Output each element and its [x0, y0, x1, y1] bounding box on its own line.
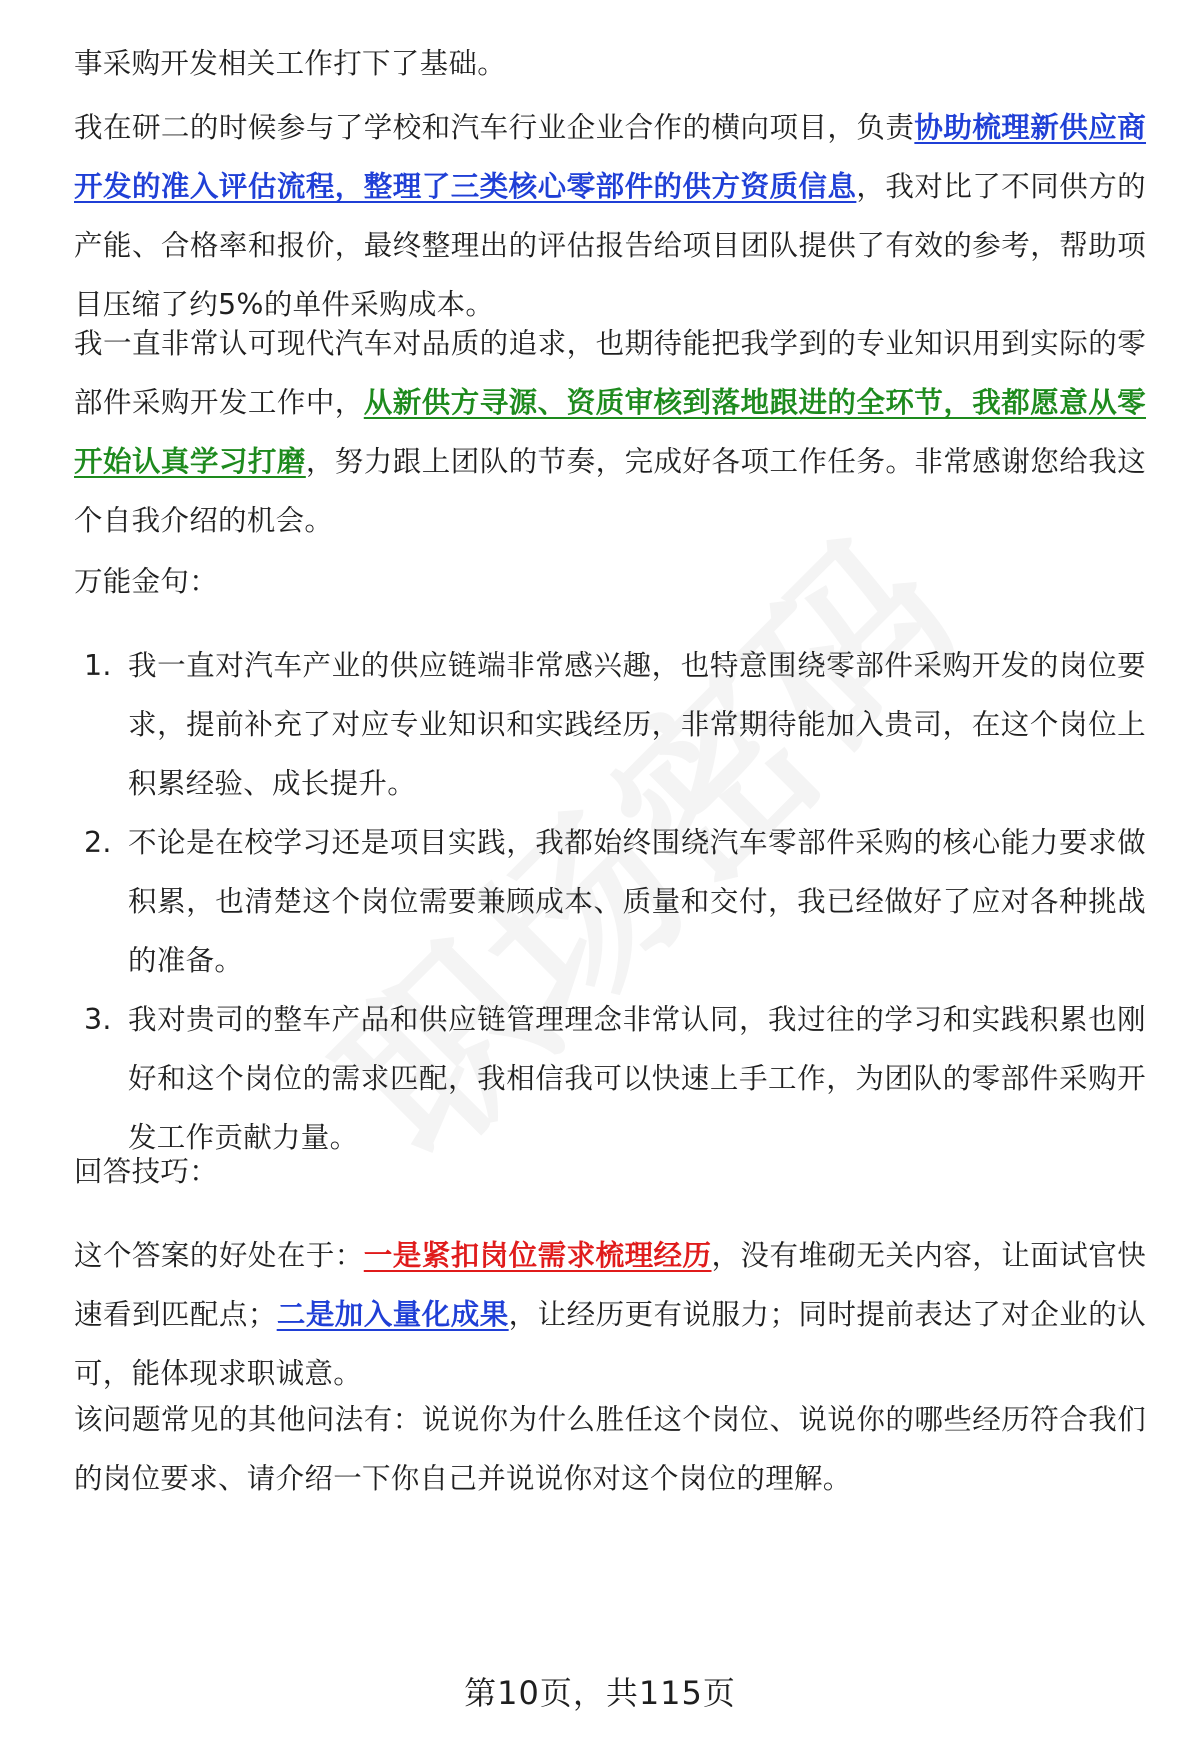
highlight-blue: 二是加入量化成果	[276, 1298, 509, 1331]
paragraph-motivation	[74, 314, 1146, 550]
highlight-green: 从新供方寻源、资质审核到落地跟进的全环节，我都愿意从零开始认真学习打磨	[74, 386, 1146, 478]
paragraph-project	[74, 98, 1146, 334]
paragraph-other-questions	[74, 1390, 1146, 1508]
list-number: 1.	[84, 649, 112, 682]
highlight-blue: 协助梳理新供应商开发的准入评估流程，整理了三类核心零部件的供方资质信息	[74, 111, 1147, 203]
page-footer: 第10页，共115页	[464, 1674, 736, 1712]
paragraph-text: ，努力跟上团队的节奏，完成好各项工作任务。非常感谢您给我这个自我介绍的机会。	[74, 445, 1147, 537]
list-item	[74, 990, 1146, 1167]
section-title-text: 万能金句：	[74, 565, 219, 598]
paragraph-tips	[74, 1226, 1146, 1403]
list-number: 3.	[84, 1003, 112, 1036]
section-title-tips	[74, 1142, 1146, 1201]
paragraph-text: ，没有堆砌无关内容，让面试官快速看到匹配点；	[74, 1239, 1146, 1331]
paragraph-text: 事采购开发相关工作打下了基础。	[74, 47, 507, 80]
section-title-golden	[74, 552, 1146, 611]
section-title-text: 回答技巧：	[74, 1155, 219, 1188]
list-item	[74, 813, 1146, 990]
paragraph-text: 该问题常见的其他问法有：说说你为什么胜任这个岗位、说说你的哪些经历符合我们的岗位要求、请介绍一下你自己并说说你对这个岗位的理解。	[74, 1403, 1146, 1495]
golden-sentence-list	[74, 636, 1146, 1167]
list-text: 我一直对汽车产业的供应链端非常感兴趣，也特意围绕零部件采购开发的岗位要求，提前补充了对应专业知识和实践经历，非常期待能加入贵司，在这个岗位上积累经验、成长提升。	[128, 649, 1146, 800]
paragraph-text: 我一直非常认可现代汽车对品质的追求，也期待能把我学到的专业知识用到实际的零部件采购开发工作中，	[74, 327, 1146, 419]
list-text: 不论是在校学习还是项目实践，我都始终围绕汽车零部件采购的核心能力要求做积累，也清楚这个岗位需要兼顾成本、质量和交付，我已经做好了应对各种挑战的准备。	[128, 826, 1146, 977]
paragraph-text: ，我对比了不同供方的产能、合格率和报价，最终整理出的评估报告给项目团队提供了有效的参考，帮助项目压缩了约5%的单件采购成本。	[74, 170, 1146, 321]
paragraph-text: 我在研二的时候参与了学校和汽车行业企业合作的横向项目，负责	[74, 111, 915, 144]
paragraph-intro-end	[74, 34, 1146, 93]
list-item	[74, 636, 1146, 813]
paragraph-text: 这个答案的好处在于：	[74, 1239, 364, 1272]
list-text: 我对贵司的整车产品和供应链管理理念非常认同，我过往的学习和实践积累也刚好和这个岗位的需求匹配，我相信我可以快速上手工作，为团队的零部件采购开发工作贡献力量。	[128, 1003, 1146, 1154]
list-number: 2.	[84, 826, 112, 859]
paragraph-text: ，让经历更有说服力；同时提前表达了对企业的认可，能体现求职诚意。	[74, 1298, 1146, 1390]
highlight-red: 一是紧扣岗位需求梳理经历	[363, 1239, 712, 1272]
